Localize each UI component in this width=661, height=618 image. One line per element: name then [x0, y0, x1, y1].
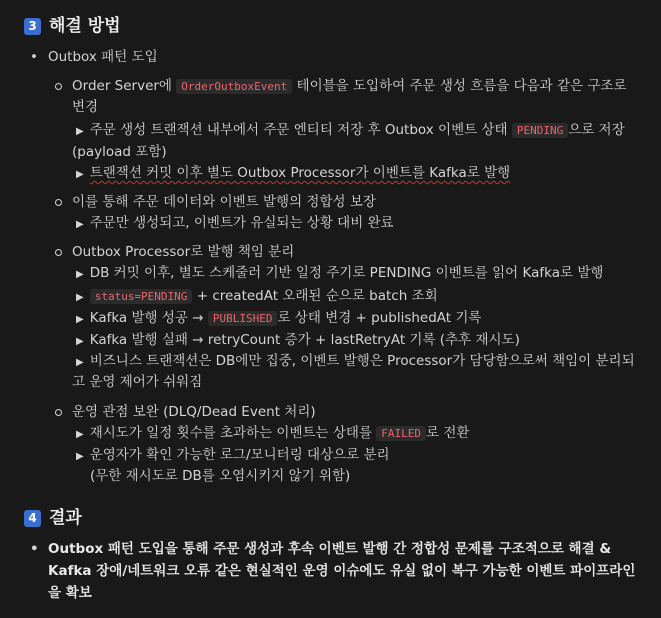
result-line-3: 을 확보: [48, 585, 92, 601]
number-badge-4: 4: [24, 510, 41, 527]
sub-item-10-cont: (무한 재시도로 DB를 오염시키지 않기 위함): [90, 468, 351, 484]
number-badge-3: 3: [24, 18, 41, 35]
sub-item-9: ▶ 재시도가 일정 횟수를 초과하는 이벤트는 상태를 FAILED 로 전환: [76, 425, 470, 441]
sub-item-2: ▶ 트랜잭션 커밋 이후 별도 Outbox Processor가 이벤트를 Kafka로 발행: [76, 165, 511, 181]
triangle-icon: ▶: [76, 269, 84, 280]
item-ops: 운영 관점 보완 (DLQ/Dead Event 처리): [72, 402, 316, 423]
inline-code: status=PENDING: [90, 289, 193, 304]
triangle-icon: ▶: [76, 336, 84, 347]
inline-code: OrderOutboxEvent: [176, 79, 292, 94]
triangle-icon: ▶: [76, 219, 84, 230]
sub-item-5: ▶ status=PENDING + createdAt 오래된 순으로 batch 조회: [76, 288, 438, 304]
triangle-icon: ▶: [76, 357, 84, 368]
inline-code: PENDING: [512, 123, 568, 138]
sub-item-8-cont: 고 운영 제어가 쉬워짐: [72, 374, 203, 390]
bullet-outbox: • Outbox 패턴 도입: [48, 47, 158, 68]
triangle-icon: ▶: [76, 451, 84, 462]
triangle-icon: ▶: [76, 126, 84, 137]
triangle-icon: ▶: [76, 169, 84, 180]
result-line-2: Kafka 장애/네트워크 오류 같은 현실적인 운영 이슈에도 유실 없이 복구 가능한 이벤트 파이프라인: [48, 563, 636, 579]
item-order-server-cont: 변경: [72, 99, 99, 115]
item-processor: Outbox Processor로 발행 책임 분리: [72, 242, 294, 263]
section-heading-3: [24, 16, 121, 37]
sub-item-4: ▶ DB 커밋 이후, 별도 스케줄러 기반 일정 주기로 PENDING 이벤트를 읽어 Kafka로 발행: [76, 265, 604, 281]
triangle-icon: ▶: [76, 314, 84, 325]
item-order-server: Order Server에 OrderOutboxEvent 테이블을 도입하여 주문 생성 흐름을 다음과 같은 구조로: [72, 76, 627, 97]
section-title: 해결 방법: [49, 16, 121, 36]
item-consistency: 이를 통해 주문 데이터와 이벤트 발행의 정합성 보장: [72, 192, 376, 213]
section-title: 결과: [49, 508, 82, 528]
triangle-icon: ▶: [76, 292, 84, 303]
sub-item-8: ▶ 비즈니스 트랜잭션은 DB에만 집중, 이벤트 발행은 Processor가 담당함으로써 책임이 분리되: [76, 353, 635, 369]
inline-code: PUBLISHED: [208, 311, 278, 326]
sub-item-10: ▶ 운영자가 확인 가능한 로그/모니터링 대상으로 분리: [76, 447, 390, 463]
sub-item-3: ▶ 주문만 생성되고, 이벤트가 유실되는 상황 대비 완료: [76, 215, 394, 231]
result-line-1: • Outbox 패턴 도입을 통해 주문 생성과 후속 이벤트 발행 간 정합성 문제를 구조적으로 해결 &: [48, 539, 611, 560]
sub-item-1-cont: (payload 포함): [72, 144, 167, 160]
sub-item-7: ▶ Kafka 발행 실패 → retryCount 증가 + lastRetryAt 기록 (추후 재시도): [76, 332, 520, 348]
inline-code: FAILED: [376, 426, 426, 441]
section-heading-4: [24, 508, 82, 529]
sub-item-1: ▶ 주문 생성 트랜잭션 내부에서 주문 엔티티 저장 후 Outbox 이벤트 상태 PENDING 으로 저장: [76, 122, 625, 138]
triangle-icon: ▶: [76, 429, 84, 440]
sub-item-6: ▶ Kafka 발행 성공 → PUBLISHED 로 상태 변경 + publishedAt 기록: [76, 310, 482, 326]
